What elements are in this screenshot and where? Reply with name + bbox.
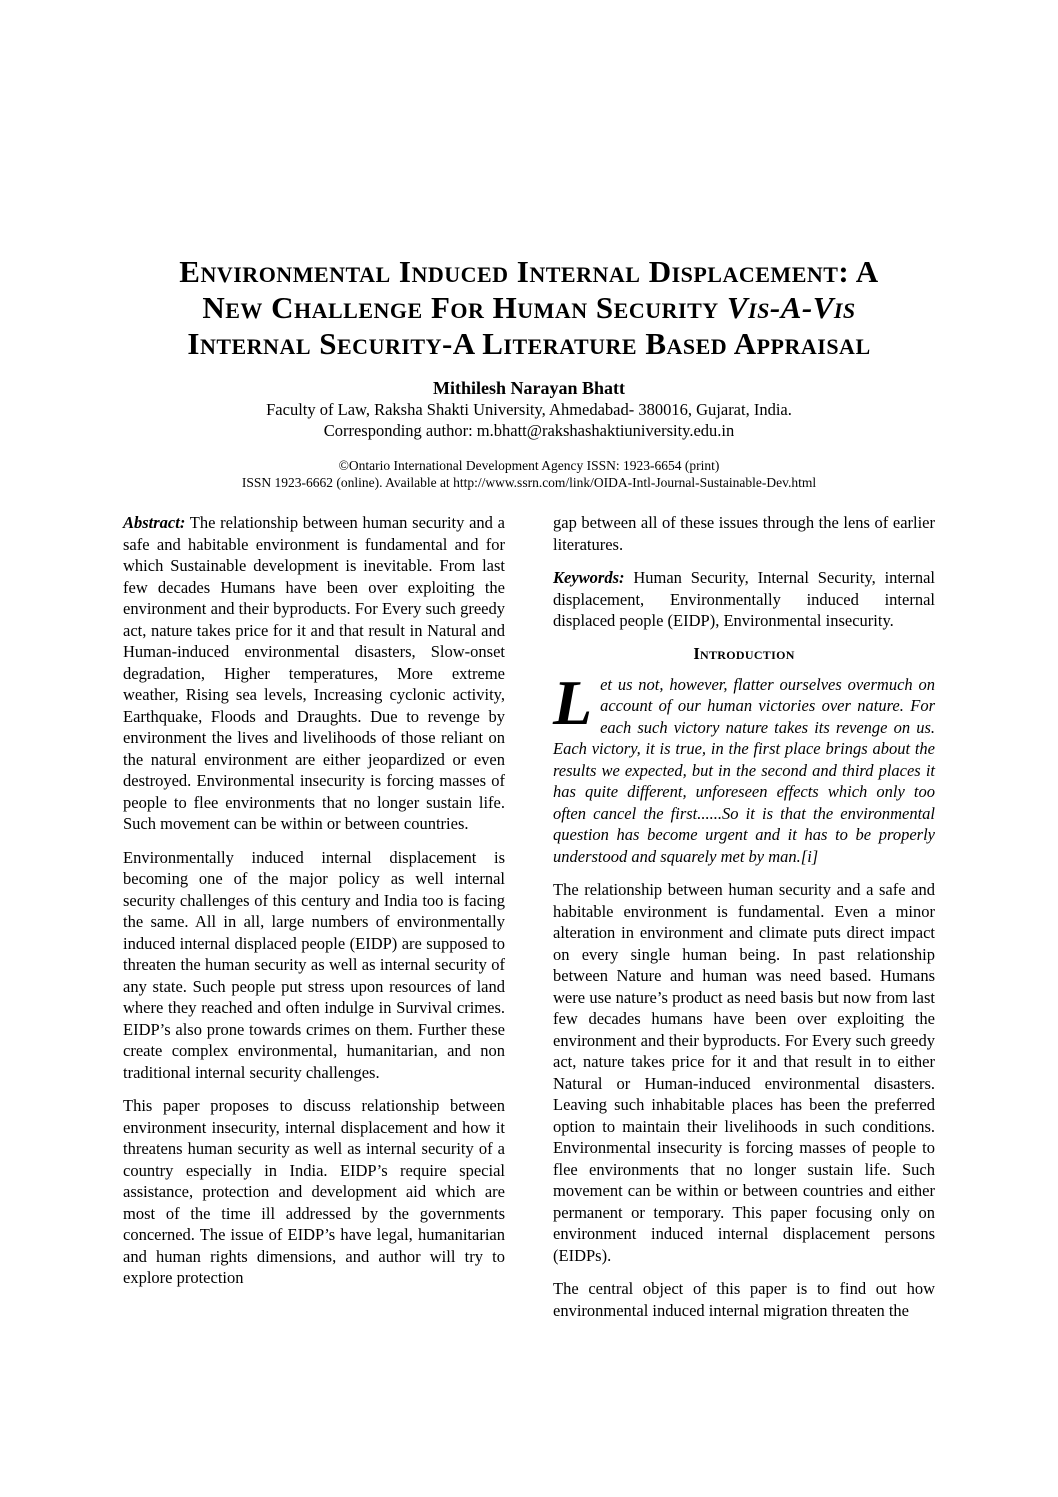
author-affiliation: Faculty of Law, Raksha Shakti University, Ahmedabad- 380016, Gujarat, India. bbox=[266, 400, 792, 419]
journal-imprint bbox=[123, 457, 935, 491]
author-name: Mithilesh Narayan Bhatt bbox=[432, 378, 625, 398]
title-line-2-text: New Challenge For Human Security bbox=[202, 290, 727, 325]
paper-title bbox=[123, 254, 935, 362]
abstract-text: The relationship between human security and a safe and habitable environment is fundamental and for which Sustainable development is inevitable. From last few decades Humans have been over exploiting the environment and their byproducts. For Every such greedy act, nature takes price for it and that result in Natural and Human-induced environmental disasters, Slow-onset degradation, Higher temperatures, More extreme weather, Rising sea levels, Increasing cyclonic activity, Earthquake, Floods and Draughts. Due to revenge by environment the lives and livelihoods of those reliant on the natural environment are either jeopardized or even destroyed. Environmental insecurity is forcing masses of people to flee environments that no longer sustain life. Such movement can be within or between countries. bbox=[123, 513, 505, 833]
epigraph-quote bbox=[553, 666, 935, 868]
corresponding-author-prefix: Corresponding author: bbox=[323, 421, 477, 440]
introduction-paragraph-1: The relationship between human security and a safe and habitable environment is fundamental. Even a minor alteration in environment and climate puts direct impact on every single human being. In past relationship between Nature and human was need based. Humans were use nature’s product as need basis but now from last few decades humans have been over exploiting the environment and their byproducts. For Every such greedy act, nature takes price for it and that result in to either Natural or Human-induced environmental disasters. Leaving such inhabitable places has been the preferred option to maintain their livelihoods in such conditions. Environmental insecurity is forcing masses of people to flee environments that no longer sustain life. Such movement can be within or between countries and either permanent or temporary. This paper focusing only on environment induced internal displacement persons (EIDPs). bbox=[553, 880, 935, 1265]
drop-cap: L bbox=[553, 666, 593, 738]
journal-url[interactable]: http://www.ssrn.com/link/OIDA-Intl-Journal-Sustainable-Dev.html bbox=[453, 475, 817, 490]
left-column bbox=[123, 512, 505, 1333]
abstract-paragraph-2: Environmentally induced internal displacement is becoming one of the major policy as well internal security challenges of this century and India too is facing the same. All in all, large numbers of environmentally induced internal displaced people (EIDP) are supposed to threaten the human security as well as internal security of any state. Such people put stress upon resources of land where they reached and often indulge in Survival crimes. EIDP’s also prone towards crimes on them. Further these create complex environmental, humanitarian, and non traditional internal security challenges. bbox=[123, 847, 505, 1082]
keywords-text: Human Security, Internal Security, internal displacement, Environmentally induced internal displaced people (EIDP), Environmental insecurity. bbox=[553, 568, 935, 630]
abstract-paragraph bbox=[123, 512, 505, 835]
two-column-body bbox=[123, 512, 935, 1333]
issn-online-text: ISSN 1923-6662 (online). Available at bbox=[241, 475, 454, 490]
title-line-3: Internal Security-A Literature Based Appraisal bbox=[187, 326, 871, 361]
right-column bbox=[553, 512, 935, 1333]
abstract-continuation-paragraph: gap between all of these issues through the lens of earlier literatures. bbox=[553, 513, 935, 554]
title-line-2-italic: Vis-A-Vis bbox=[726, 290, 856, 325]
copyright-issn-online-line bbox=[123, 474, 935, 491]
keywords-paragraph bbox=[553, 567, 935, 632]
corresponding-author-email[interactable]: m.bhatt@rakshashaktiuniversity.edu.in bbox=[476, 421, 735, 440]
abstract-label: Abstract: bbox=[123, 513, 186, 532]
abstract-paragraph-3: This paper proposes to discuss relationship between environment insecurity, internal displacement and how it threatens human security as well as internal security of a country especially in India. EIDP’s require special assistance, protection and development aid which are most of the time ill addressed by the governments concerned. The issue of EIDP’s have legal, humanitarian and human rights dimensions, and author will try to explore protection bbox=[123, 1096, 505, 1287]
introduction-paragraph-2: The central object of this paper is to find out how environmental induced internal migration threaten the bbox=[553, 1279, 935, 1320]
copyright-issn-print-line: ©Ontario International Development Agency ISSN: 1923-6654 (print) bbox=[338, 458, 720, 473]
title-line-2 bbox=[123, 290, 935, 326]
keywords-label: Keywords: bbox=[553, 568, 625, 587]
epigraph-quote-text: et us not, however, flatter ourselves overmuch on account of our human victories over nature. For each such victory nature takes its revenge on us. Each victory, it is true, in the first place brings about the results we expected, but in the second and third places it has quite different, unforeseen effects which only too often cancel the first......So it is that the environmental question has become urgent and it has to be properly understood and squarely met by man.[i] bbox=[553, 674, 935, 866]
introduction-heading: Introduction bbox=[693, 643, 795, 663]
title-line-1: Environmental Induced Internal Displacement: A bbox=[179, 254, 879, 289]
corresponding-author-line bbox=[123, 420, 935, 441]
